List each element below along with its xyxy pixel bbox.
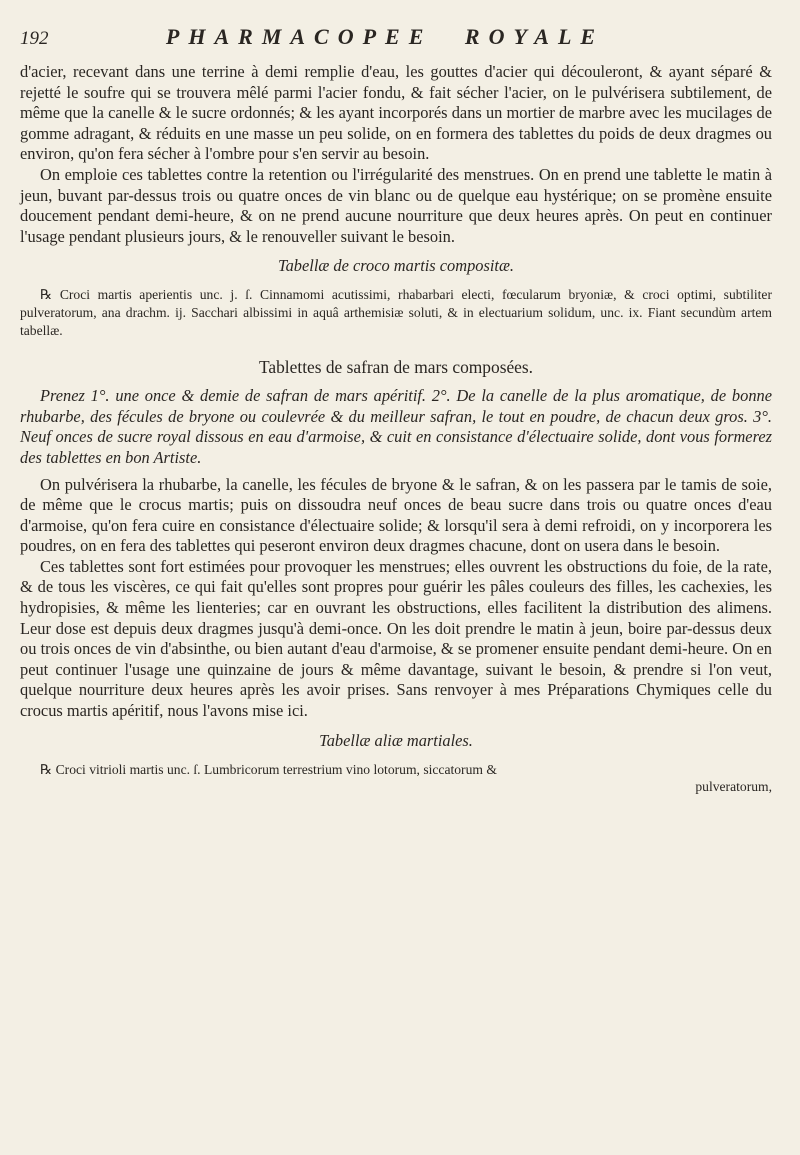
- paragraph-method: On pulvérisera la rhubarbe, la canelle, les fécules de bryone & le safran, & on les passera par le tamis de soie, de même que le crocus martis; puis on dissoudra neuf onces de beau sucre dans trois ou quatre onces d'eau d'armoise, qu'on fera cuire en consistance d'électuaire solide; & lorsqu'il sera à demi refroidi, on y incorporera les poudres, on en fera des tablettes qui peseront environ deux dragmes chacune, dont on usera dans le besoin.: [20, 474, 772, 556]
- catchword: pulveratorum,: [695, 779, 772, 795]
- section-title-latin-2: [20, 731, 772, 751]
- latin-recipe-text: Croci martis aperientis unc. j. ſ. Cinnamomi acutissimi, rhabarbari electi, fœcularum bryoniæ, & croci optimi, subtiliter pulveratorum, ana drachm. ij. Sacchari albissimi in aquâ arthemisiæ soluti, & in electuarium solidum, unc. ix. Fiant secundùm artem tabellæ.: [20, 287, 772, 338]
- page-body: [20, 62, 772, 796]
- paragraph-preparation: d'acier, recevant dans une terrine à demi remplie d'eau, les gouttes d'acier qui découleront, & ayant séparé & rejetté le soufre qui se trouvera mêlé parmi l'acier fondu, & fait sécher l'acier, on le pulvérisera subtilement, de même que la canelle & le sucre ordonnés; & les ayant incorporés dans un mortier de marbre avec les mucilages de gomme adragant, & réduits en une masse un peu solide, on en formera des tablettes du poids de deux dragmes ou environ, qu'on fera sécher à l'ombre pour s'en servir au besoin.: [20, 62, 772, 164]
- running-head: PHARMACOPEE ROYALE: [165, 24, 605, 49]
- latin-recipe: [20, 286, 772, 339]
- section-title-latin: [20, 256, 772, 276]
- section-title-latin-2-text: Tabellæ aliæ martiales.: [319, 730, 473, 750]
- page-number: 192: [20, 28, 49, 49]
- page-header: [20, 24, 750, 50]
- latin-recipe-2: [20, 761, 772, 779]
- paragraph-usage: On emploie ces tablettes contre la retention ou l'irrégularité des menstrues. On en prend une tablette le matin à jeun, buvant par-dessus trois ou quatre onces de vin blanc ou de quelque eau hystérique; on se promène ensuite doucement pendant demi-heure, & on ne prend aucune nourriture que deux heures après. On peut en continuer l'usage pendant plusieurs jours, & le renouveller suivant le besoin.: [20, 164, 772, 246]
- french-recipe: Prenez 1°. une once & demie de safran de mars apéritif. 2°. De la canelle de la plus aromatique, de bonne rhubarbe, des fécules de bryone ou coulevrée & du meilleur safran, le tout en poudre, de chacun deux gros. 3°. Neuf onces de sucre royal dissous en eau d'armoise, & cuit en consistance d'électuaire solide, dont vous formerez des tablettes en bon Artiste.: [20, 386, 772, 467]
- recipe-symbol-icon: ℞: [40, 761, 53, 777]
- section-title-latin-text: Tabellæ de croco martis compositæ.: [278, 256, 514, 276]
- section-title-french-text: Tablettes de safran de mars composées.: [258, 357, 534, 378]
- paragraph-virtues: Ces tablettes sont fort estimées pour provoquer les menstrues; elles ouvrent les obstructions du foie, de la rate, & de tous les viscères, ce qui fait qu'elles sont propres pour guérir les pâles couleurs des filles, les cachexies, les hydropisies, & même les lienteries; car en ouvrant les obstructions, elles facilitent la distribution des alimens. Leur dose est depuis deux dragmes jusqu'à demi-once. On les doit prendre le matin à jeun, boire par-dessus deux ou trois onces de vin d'absinthe, ou bien autant d'eau d'armoise, & se promener ensuite pendant demi-heure. On en peut continuer l'usage une quinzaine de jours & même davantage, suivant le besoin, & prendre si l'on veut, quelque nourriture deux heures après les avoir prises. Sans renvoyer à mes Préparations Chymiques celle du crocus martis apéritif, nous l'avons mise ici.: [20, 556, 772, 721]
- latin-recipe-2-text: Croci vitrioli martis unc. ſ. Lumbricorum terrestrium vino lotorum, siccatorum &: [55, 761, 497, 777]
- section-title-french: [20, 357, 772, 378]
- recipe-symbol-icon: ℞: [40, 287, 53, 303]
